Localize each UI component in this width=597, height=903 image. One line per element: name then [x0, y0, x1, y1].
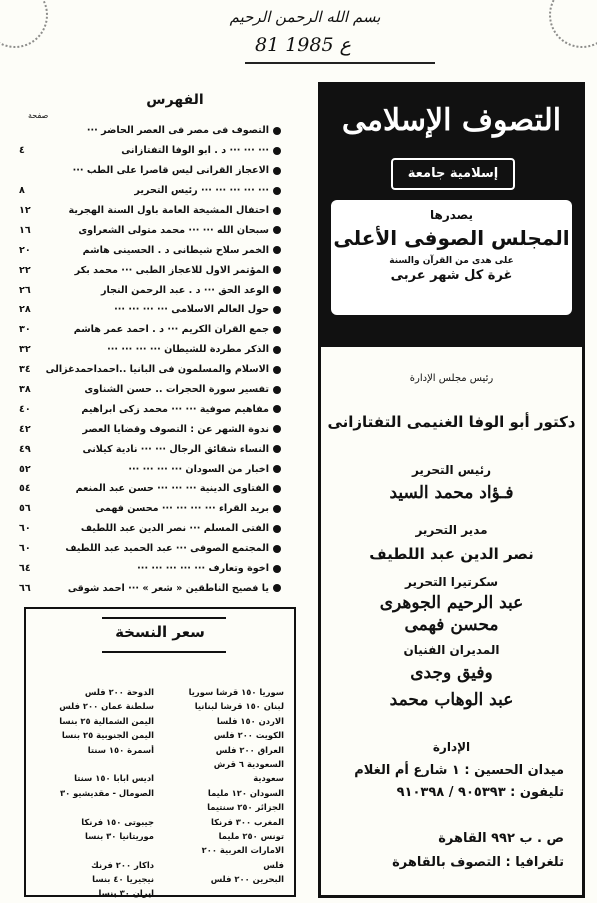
price-entry: الصومال - مقديشيو ٣٠ — [60, 787, 154, 798]
bullet-icon — [273, 246, 281, 254]
toc-item-title: الفتى المسلم ··· نصر الدين عبد اللطيف — [80, 523, 269, 535]
handwritten-underline — [245, 62, 435, 64]
toc-item-title: ندوة الشهر عن : التصوف وقضايا العصر — [82, 423, 269, 435]
price-entry: لبنان ١٥٠ قرشا لبنانيا — [194, 701, 284, 712]
bullet-icon — [273, 425, 281, 433]
toc-item-page: ٨ — [19, 185, 25, 197]
toc-item — [19, 499, 281, 519]
price-entry: اديس ابابا ١٥٠ سنتا — [74, 773, 154, 784]
toc-item-page: ٤٢ — [19, 423, 31, 435]
publisher-panel — [331, 200, 572, 315]
handwritten-note: 81 ع 1985 — [255, 34, 351, 56]
bullet-icon — [273, 525, 281, 533]
price-entry: نيجيريا ٤٠ بنسا — [92, 874, 154, 885]
price-entry: موريتانيا ٣٠ بنسا — [85, 830, 154, 841]
managing-editor-label: مدير التحرير — [415, 523, 488, 537]
toc-list — [19, 121, 281, 598]
toc-item-title: التصوف فى مصر فى العصر الحاضر ··· — [86, 125, 269, 137]
bullet-icon — [273, 485, 281, 493]
price-entry: سلطنة عمان ٢٠٠ فلس — [59, 701, 154, 712]
toc-item-title: بريد القراء ··· ··· ··· ··· محسن فهمى — [95, 503, 269, 515]
price-entry: العراق ٢٠٠ فلس — [215, 744, 284, 755]
toc-item — [19, 240, 281, 260]
publisher-label: يصدرها — [430, 208, 473, 222]
toc-item-title: ··· ··· ··· ··· ··· رئيس التحرير — [134, 185, 269, 197]
toc-item-page: ٥٢ — [19, 463, 31, 475]
toc-item-title: يا فصيح الناطقين « شعر » ··· احمد شوقى — [67, 582, 269, 594]
toc-item-page: ٥٤ — [19, 483, 31, 495]
publication-frequency: غرة كل شهر عربى — [390, 268, 513, 283]
price-entry: الجزائر ٢٥٠ سنتيما — [207, 802, 284, 813]
bullet-icon — [273, 405, 281, 413]
toc-item-title: اخبار من السودان ··· ··· ··· ··· — [128, 463, 269, 475]
board-chair-label: رئيس مجلس الإدارة — [409, 373, 494, 384]
price-rule-bottom — [102, 651, 226, 653]
toc-item — [19, 539, 281, 559]
toc-item-page: ١٢ — [19, 205, 31, 216]
bullet-icon — [273, 187, 281, 195]
art-director-1-name: وفيق وجدى — [410, 663, 493, 683]
toc-item-title: الوعد الحق ··· د . عبد الرحمن النجار — [100, 284, 269, 296]
price-entry: أسمرة ١٥٠ سنتا — [87, 744, 154, 755]
secretaries-label: سكرتيرا التحرير — [404, 575, 498, 589]
toc-item — [19, 181, 281, 201]
price-rule-top — [102, 617, 226, 619]
price-title: سعر النسخة — [115, 623, 205, 641]
masthead — [318, 82, 585, 898]
magazine-subtitle: إسلامية جامعة — [391, 158, 515, 190]
toc-item-title: ··· ··· ··· د . ابو الوفا التفتازانى — [121, 145, 269, 157]
managing-editor-name: نصر الدين عبد اللطيف — [369, 545, 534, 563]
price-entry — [28, 845, 154, 859]
toc-item — [19, 459, 281, 479]
price-entry: داكار ٢٠٠ فرنك — [91, 859, 154, 870]
phone: تليفون : ٩٠٥٣٩٣ / ٩١٠٣٩٨ — [396, 785, 564, 800]
toc-item-title: الخمر سلاح شيطانى د . الحسينى هاشم — [82, 244, 269, 256]
bullet-icon — [273, 545, 281, 553]
price-entry — [28, 802, 154, 816]
toc-item-title: سبحان الله ··· ··· محمد متولى الشعراوى — [78, 224, 269, 236]
toc-item-page: ٦٠ — [19, 543, 31, 555]
toc-item-title: اخوة وتعارف ··· ··· ··· ··· ··· — [137, 563, 269, 575]
secretary-1-name: عبد الرحيم الجوهرى — [379, 593, 524, 613]
bullet-icon — [273, 505, 281, 513]
basmala: بسم الله الرحمن الرحيم — [229, 8, 381, 26]
price-entry: فلس — [263, 859, 284, 870]
price-entry: الكويت ٢٠٠ فلس — [213, 730, 284, 741]
toc-item-title: الفتاوى الدينية ··· ··· ··· حسن عبد المنعم — [75, 483, 269, 495]
price-entry: الاردن ١٥٠ فلسا — [216, 715, 284, 726]
toc-item-page: ٦٦ — [19, 582, 31, 594]
toc-item-page: ٦٠ — [19, 523, 31, 535]
toc-item-page: ٣٤ — [19, 364, 31, 376]
bullet-icon — [273, 584, 281, 592]
price-entry: المغرب ٣٠٠ فرنكا — [210, 816, 284, 827]
toc-item-page: ٢٦ — [19, 284, 31, 296]
toc-item-title: حول العالم الاسلامى ··· ··· ··· ··· — [114, 304, 269, 316]
bullet-icon — [273, 386, 281, 394]
bullet-icon — [273, 346, 281, 354]
toc-item-title: الاعجاز القرانى ليس قاصرا على الطب ··· — [72, 165, 269, 177]
price-entry: اليمن الجنوبية ٢٥ بنسا — [61, 730, 154, 741]
bullet-icon — [273, 167, 281, 175]
toc-item — [19, 399, 281, 419]
price-entry: سوريا ١٥٠ قرشا سوريا — [188, 687, 284, 697]
toc-item — [19, 300, 281, 320]
art-director-2-name: عبد الوهاب محمد — [389, 690, 514, 710]
toc-item-page: ٢٠ — [19, 244, 31, 256]
toc-item — [19, 320, 281, 340]
po-box: ص . ب ٩٩٢ القاهرة — [438, 831, 564, 846]
board-chair-name: دكتور أبو الوفا الغنيمى التفتازانى — [327, 413, 576, 431]
toc-item-page: ٣٠ — [19, 324, 31, 336]
bullet-icon — [273, 366, 281, 374]
price-entry: جيبوتى ١٥٠ فرنكا — [81, 816, 154, 827]
toc-item-page: ٢٨ — [19, 304, 31, 316]
bullet-icon — [273, 565, 281, 573]
price-entry: اليمن الشمالية ٢٥ بنسا — [59, 715, 154, 726]
toc-item-page: ٥٦ — [19, 503, 31, 515]
toc-item-title: جمع القران الكريم ··· د . احمد عمر هاشم — [73, 324, 269, 336]
price-entry — [28, 759, 154, 773]
toc-item — [19, 519, 281, 539]
bullet-icon — [273, 306, 281, 314]
toc-item — [19, 280, 281, 300]
editor-in-chief-name: فـؤاد محمد السيد — [389, 483, 514, 503]
toc-item-page: ٢٢ — [19, 264, 31, 276]
toc-item-page: ٤٩ — [19, 443, 31, 455]
secretary-2-name: محسن فهمى — [404, 615, 499, 635]
bullet-icon — [273, 286, 281, 294]
toc-item-title: الاسلام والمسلمون فى البانيا ..احمداحمدغزالى — [45, 364, 269, 376]
price-entry: تونس ٢٥٠ مليما — [218, 830, 284, 841]
toc-item-title: المجتمع الصوفى ··· عبد الحميد عبد اللطيف — [65, 543, 269, 555]
toc-item-title: النساء شقائق الرجال ··· ··· نادية كيلانى — [82, 443, 269, 455]
bullet-icon — [273, 445, 281, 453]
art-directors-label: المديران الفنيان — [403, 643, 500, 657]
toc-item-page: ٣٨ — [19, 384, 31, 396]
toc-item — [19, 260, 281, 280]
price-box — [24, 607, 296, 897]
toc-item-title: الذكر مطردة للشيطان ··· ··· ··· ··· — [107, 344, 269, 356]
toc-title: الفهرس — [146, 92, 204, 108]
toc-item — [19, 360, 281, 380]
toc-item — [19, 201, 281, 221]
bullet-icon — [273, 226, 281, 234]
toc-item — [19, 479, 281, 499]
bullet-icon — [273, 147, 281, 155]
bullet-icon — [273, 266, 281, 274]
toc-item — [19, 121, 281, 141]
price-entry: السودان ١٢٠ مليما — [207, 787, 284, 798]
toc-item — [19, 161, 281, 181]
toc-item-page: ١٦ — [19, 224, 31, 236]
toc-item — [19, 578, 281, 598]
toc-item-page: ٤٠ — [19, 403, 31, 415]
toc-item — [19, 141, 281, 161]
toc-item — [19, 419, 281, 439]
bullet-icon — [273, 326, 281, 334]
toc-item-page: ٤ — [19, 145, 25, 157]
price-entry: سعودية — [253, 773, 284, 784]
masthead-header — [321, 85, 582, 347]
toc-item-title: مفاهيم صوفية ··· ··· محمد زكى ابراهيم — [81, 403, 269, 415]
price-column-right — [158, 687, 284, 888]
telegraph: تلغرافيا : التصوف بالقاهرة — [392, 855, 564, 870]
publisher-name: المجلس الصوفى الأعلى — [333, 226, 570, 250]
administration-label: الإدارة — [432, 740, 471, 754]
price-column-left — [28, 687, 154, 903]
price-entry: الامارات العربية ٢٠٠ — [201, 845, 284, 856]
toc-item — [19, 439, 281, 459]
corner-ornament-top-right — [549, 0, 597, 48]
price-entry: السعودية ٦ قرش — [213, 758, 284, 769]
toc-item — [19, 220, 281, 240]
toc-item-page: ٣٢ — [19, 344, 31, 356]
price-entry: البحرين ٢٠٠ فلس — [210, 874, 284, 885]
toc-item — [19, 340, 281, 360]
corner-ornament-top-left — [0, 0, 48, 48]
toc-item-title: احتفال المشيخة العامة باول السنة الهجرية — [68, 205, 269, 216]
toc-item — [19, 380, 281, 400]
toc-item-title: تفسير سورة الحجرات .. حسن الشناوى — [84, 384, 269, 396]
magazine-title: التصوف الإسلامى — [341, 103, 562, 138]
price-entry: ايران ٣٠ بنسا — [98, 888, 154, 899]
bullet-icon — [273, 207, 281, 215]
publisher-guidance: على هدى من القرآن والسنة — [389, 256, 514, 266]
toc-page-header: صفحة — [28, 111, 49, 120]
address: ميدان الحسين : ١ شارع أم الغلام — [354, 763, 564, 778]
bullet-icon — [273, 465, 281, 473]
toc-item — [19, 559, 281, 579]
editor-in-chief-label: رئيس التحرير — [411, 463, 492, 477]
toc-item-page: ٦٤ — [19, 563, 31, 575]
bullet-icon — [273, 127, 281, 135]
price-entry: الدوحة ٢٠٠ فلس — [84, 687, 154, 697]
toc-item-title: المؤتمر الاول للاعجاز الطبى ··· محمد بكر — [74, 264, 269, 276]
